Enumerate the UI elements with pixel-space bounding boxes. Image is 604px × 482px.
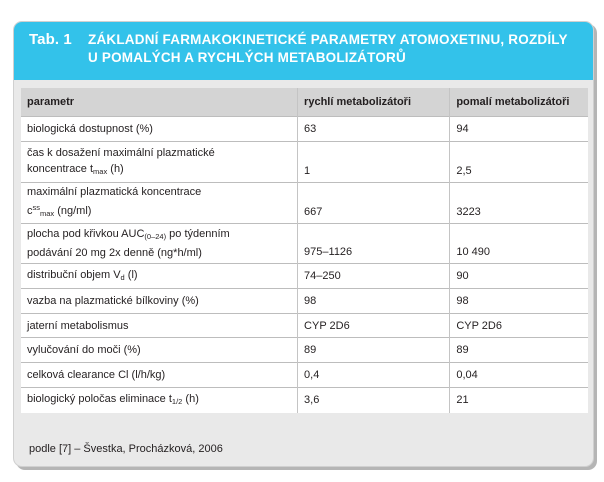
slow-value-cell: 2,5 [450,142,588,183]
rapid-value-cell: 89 [298,338,450,363]
parameter-cell: biologická dostupnost (%) [21,117,298,142]
table-title-line-1: ZÁKLADNÍ FARMAKOKINETICKÉ PARAMETRY ATOMOXETINU, ROZDÍLY [88,32,568,47]
table-row [21,183,588,224]
table-title-line-2: U POMALÝCH A RYCHLÝCH METABOLIZÁTORŮ [88,50,406,65]
table-row [21,314,588,338]
parameter-cell: biologický poločas eliminace $t_{1/2}$ (h) [21,388,298,413]
slow-value-cell: 90 [450,264,588,289]
rapid-value-cell: 1 [298,142,450,183]
slow-value-cell: CYP 2D6 [450,314,588,338]
slow-value-cell: 89 [450,338,588,363]
source-note: podle [7] – Švestka, Procházková, 2006 [29,443,223,455]
table-row [21,142,588,183]
rapid-value-cell: 98 [298,289,450,314]
slow-value-cell: 0,04 [450,363,588,388]
table-title [88,31,588,67]
column-header-slow: pomalí metabolizátoři [450,88,588,117]
table-row [21,363,588,388]
rapid-value-cell: 667 [298,183,450,224]
parameter-cell: celková clearance Cl (l/h/kg) [21,363,298,388]
slow-value-cell: 3223 [450,183,588,224]
slow-value-cell: 21 [450,388,588,413]
rapid-value-cell: 0,4 [298,363,450,388]
table-row [21,388,588,413]
parameter-cell: jaterní metabolismus [21,314,298,338]
slow-value-cell: 10 490 [450,224,588,264]
parameter-cell: plocha pod křivkou $AUC_{(0-24)}$ po týdenním podávání 20 mg 2x denně (ng*h/ml) [21,224,298,264]
rapid-value-cell: 3,6 [298,388,450,413]
table-row [21,338,588,363]
table-row [21,264,588,289]
parameter-cell: čas k dosažení maximální plazmatické koncentrace $t_{max}$ (h) [21,142,298,183]
slow-value-cell: 98 [450,289,588,314]
table-number: Tab. 1 [29,31,72,48]
parameter-cell: vazba na plazmatické bílkoviny (%) [21,289,298,314]
table-row [21,289,588,314]
column-header-parameter: parametr [21,88,298,117]
table-row [21,224,588,264]
rapid-value-cell: 63 [298,117,450,142]
rapid-value-cell: 975–1126 [298,224,450,264]
table-row [21,117,588,142]
table-header-bar [14,22,593,80]
parameter-cell: maximální plazmatická koncentrace $c^{ss}_{max}$ (ng/ml) [21,183,298,224]
rapid-value-cell: 74–250 [298,264,450,289]
parameter-cell: distribuční objem $V_d$ (l) [21,264,298,289]
table-panel [13,21,594,467]
slow-value-cell: 94 [450,117,588,142]
parameter-cell: vylučování do moči (%) [21,338,298,363]
rapid-value-cell: CYP 2D6 [298,314,450,338]
pharmacokinetics-table [21,88,588,413]
table-header-row [21,88,588,117]
column-header-rapid: rychlí metabolizátoři [298,88,450,117]
